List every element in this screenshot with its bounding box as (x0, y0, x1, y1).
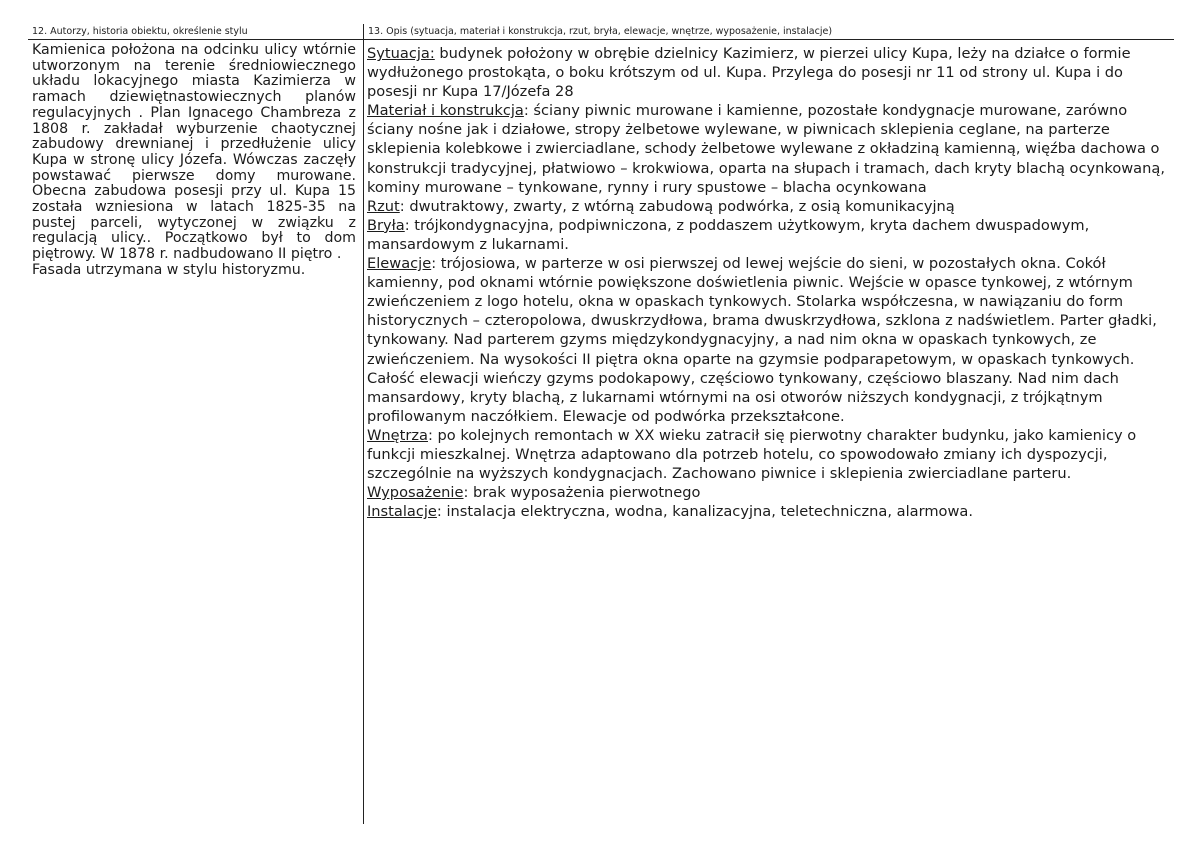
desc-installations-label: Instalacje (367, 503, 437, 521)
desc-equipment (367, 483, 1167, 502)
desc-situation-label: Sytuacja: (367, 45, 435, 62)
desc-material-text: : ściany piwnic murowane i kamienne, pozostałe kondygnacje murowane, zarówno ściany nośne jak i działowe, stropy żelbetowe wylewane, w piwnicach sklepienia ceglane, na parterze sklepienia kolebkowe i zwierciadlane, schody żelbetowe wylewane z okładziną kamienną, więźba dachowa o konstrukcji tradycyjnej, płatwiowo – krokwiowa, oparta na słupach i tramach, dach kryty blachą ocynkowaną, kominy murowane – tynkowane, rynny i rury spustowe – blacha ocynkowana (367, 102, 1165, 196)
desc-material (367, 101, 1167, 196)
desc-massing (367, 216, 1167, 254)
desc-interiors (367, 426, 1167, 483)
desc-plan-text: : dwutraktowy, zwarty, z wtórną zabudową podwórka, z osią komunikacyjną (399, 197, 955, 215)
history-text (32, 43, 356, 279)
description-text (367, 44, 1167, 521)
desc-equipment-text: : brak wyposażenia pierwotnego (463, 484, 701, 502)
header-rule (28, 39, 1174, 40)
desc-facades (367, 254, 1167, 426)
desc-situation-text: budynek położony w obrębie dzielnicy Kazimierz, w pierzei ulicy Kupa, leży na działce o formie wydłużonego prostokąta, o boku krótszym od ul. Kupa. Przylega do posesji nr 11 od strony ul. Kupa i do posesji nr Kupa 17/Józefa 28 (367, 45, 1131, 101)
desc-massing-text: : trójkondygnacyjna, podpiwniczona, z poddaszem użytkowym, kryta dachem dwuspadowym, mansardowym z lukarnami. (367, 216, 1090, 253)
desc-equipment-label: Wyposażenie (367, 484, 464, 502)
desc-installations-text: : instalacja elektryczna, wodna, kanalizacyjna, teletechniczna, alarmowa. (436, 503, 973, 521)
desc-massing-label: Bryła (367, 216, 405, 234)
desc-plan (367, 197, 1167, 216)
desc-material-label: Materiał i konstrukcja (367, 102, 524, 120)
desc-interiors-text: : po kolejnych remontach w XX wieku zatracił się pierwotny charakter budynku, jako kamienicy o funkcji mieszkalnej. Wnętrza adaptowano dla potrzeb hotelu, co spowodowało zmiany ich dyspozycji, szczególnie na wyższych kondygnacjach. Zachowano piwnice i sklepienia zwierciadlane parteru. (367, 426, 1137, 483)
desc-situation (367, 44, 1167, 101)
column-divider (363, 24, 364, 824)
section-12-heading: 12. Autorzy, historia obiektu, określenie stylu (32, 26, 248, 37)
desc-interiors-label: Wnętrza (367, 426, 428, 444)
style-paragraph: Fasada utrzymana w stylu historyzmu. (32, 261, 306, 278)
desc-facades-text: : trójosiowa, w parterze w osi pierwszej od lewej wejście do sieni, w pozostałych okna. Cokół kamienny, pod oknami wtórnie powiększone doświetlenia piwnic. Wejście w opasce tynkowej, z wtórnym zwieńczeniem z logo hotelu, okna w opaskach tynkowych. Stolarka współczesna, w nawiązaniu do form historycznych – czteropolowa, dwuskrzydłowa, brama dwuskrzydłowa, szklona z nadświetlem. Parter gładki, tynkowany. Nad parterem gzyms międzykondygnacyjny, a nad nim okna w opaskach tynkowych, ze zwieńczeniem. Na wysokości II piętra okna oparte na gzymsie podparapetowym, w opaskach tynkowych. Całość elewacji wieńczy gzyms podokapowy, częściowo tynkowany, częściowo blaszany. Nad nim dach mansardowy, kryty blachą, z lukarnami wtórnymi na osi otworów niższych kondygnacji, z trójkątnym profilowanym naczółkiem. Elewacje od podwórka przekształcone. (367, 255, 1157, 425)
desc-facades-label: Elewacje (367, 255, 432, 273)
desc-plan-label: Rzut (367, 197, 400, 215)
history-paragraph: Kamienica położona na odcinku ulicy wtórnie utworzonym na terenie średniowiecznego układu lokacyjnego miasta Kazimierza w ramach dziewiętnastowiecznych planów regulacyjnych . Plan Ignacego Chambreza z 1808 r. zakładał wyburzenie chaotycznej zabudowy drewnianej i przedłużenie ulicy Kupa w stronę ulicy Józefa. Wówczas zaczęły powstawać pierwsze domy murowane. Obecna zabudowa posesji przy ul. Kupa 15 została wzniesiona w latach 1825-35 na pustej parceli, wytyczonej w związku z regulacją ulicy.. Początkowo był to dom piętrowy. W 1878 r. nadbudowano II piętro . (32, 42, 356, 263)
form-sheet (28, 24, 1174, 824)
desc-installations (367, 502, 1167, 521)
section-13-heading: 13. Opis (sytuacja, materiał i konstrukcja, rzut, bryła, elewacje, wnętrze, wyposażenie, instalacje) (368, 26, 833, 37)
